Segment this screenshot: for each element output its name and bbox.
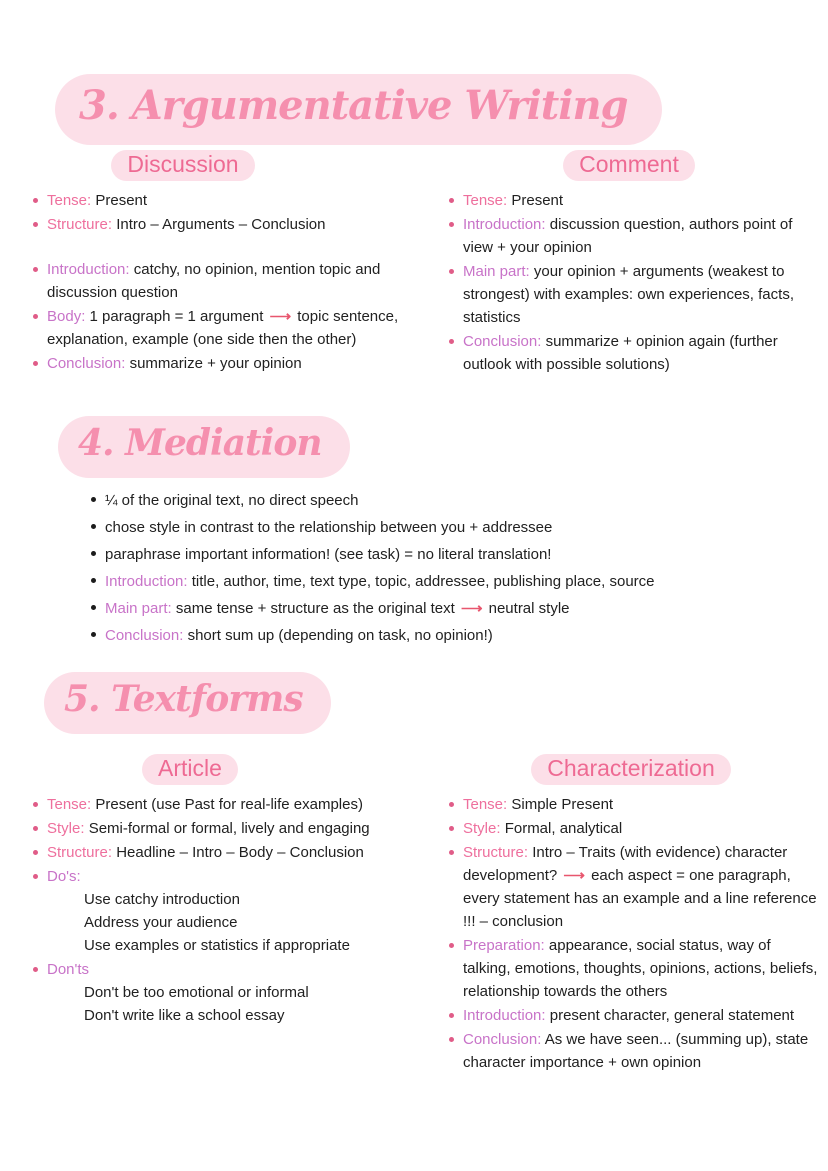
note-text: Conclusion: summarize + opinion again (further outlook with possible solutions) [463, 333, 778, 373]
note-sub-item: Don't write like a school essay [84, 1007, 285, 1024]
comment-heading: Comment [563, 150, 695, 181]
note-text: Main part: same tense + structure as the original text ⟶ neutral style [105, 600, 570, 617]
note-text: Conclusion: short sum up (depending on task, no opinion!) [105, 627, 493, 644]
note-label: Conclusion: [463, 1031, 542, 1048]
note-label: Body: [47, 308, 86, 325]
bullet-icon [91, 578, 96, 583]
note-label: Style: [463, 820, 501, 837]
bullet-icon [449, 269, 454, 274]
note-label: Tense: [47, 192, 92, 209]
note-label: Preparation: [463, 937, 545, 954]
note-text: Tense: Simple Present [463, 796, 614, 813]
section-title-text: 4. Mediation [78, 422, 322, 464]
note-label: Introduction: [105, 573, 188, 590]
bullet-icon [91, 605, 96, 610]
characterization-column [444, 754, 818, 1075]
note-item [444, 189, 814, 212]
note-text: Preparation: appearance, social status, way of talking, emotions, thoughts, opinions, actions, beliefs, relationship towards the others [463, 937, 818, 1000]
textforms-columns [28, 754, 818, 1075]
note-item [86, 488, 788, 514]
bullet-icon [33, 967, 38, 972]
note-item [28, 213, 430, 236]
bullet-icon [91, 632, 96, 637]
note-text: Tense: Present [47, 192, 148, 209]
bullet-icon [33, 826, 38, 831]
bullet-icon [449, 198, 454, 203]
comment-list [444, 189, 814, 376]
bullet-icon [33, 850, 38, 855]
note-item [28, 817, 430, 840]
note-item [28, 189, 430, 212]
note-text [47, 958, 430, 981]
characterization-list [444, 793, 818, 1074]
bullet-icon [449, 850, 454, 855]
note-text: Structure: Headline – Intro – Body – Conclusion [47, 844, 364, 861]
comment-heading-wrap [444, 150, 814, 181]
article-heading-wrap [28, 754, 430, 785]
note-text: Conclusion: As we have seen... (summing up), state character importance + own opinion [463, 1031, 809, 1071]
bullet-icon [33, 222, 38, 227]
note-text: ¼ of the original text, no direct speech [105, 492, 359, 509]
note-label: Structure: [463, 844, 529, 861]
note-text: chose style in contrast to the relationship between you + addressee [105, 519, 553, 536]
section-title-mediation [58, 416, 350, 478]
bullet-icon [33, 198, 38, 203]
note-label: Conclusion: [47, 355, 126, 372]
comment-column [444, 150, 814, 377]
note-label: Do's: [47, 868, 81, 885]
arrow-right-icon: ⟶ [269, 308, 292, 325]
arrow-right-icon: ⟶ [460, 600, 483, 617]
note-label: Style: [47, 820, 85, 837]
note-text: Introduction: present character, general statement [463, 1007, 795, 1024]
note-label: Introduction: [463, 1007, 546, 1024]
discussion-column [28, 150, 430, 377]
article-column [28, 754, 430, 1075]
note-label: Introduction: [463, 216, 546, 233]
note-label: Main part: [463, 263, 530, 280]
bullet-icon [33, 314, 38, 319]
note-text: Style: Formal, analytical [463, 820, 623, 837]
note-label: Introduction: [47, 261, 130, 278]
article-heading: Article [142, 754, 238, 785]
note-label: Structure: [47, 844, 113, 861]
note-item [28, 793, 430, 816]
note-label: Tense: [463, 192, 508, 209]
bullet-icon [449, 826, 454, 831]
mediation-list [86, 488, 788, 650]
bullet-icon [33, 267, 38, 272]
note-item [86, 515, 788, 541]
note-item [28, 865, 430, 957]
note-text: Structure: Intro – Arguments – Conclusion [47, 216, 326, 233]
note-text: Style: Semi-formal or formal, lively and engaging [47, 820, 370, 837]
note-text: Main part: your opinion + arguments (weakest to strongest) with examples: own experiences, facts, statistics [463, 263, 794, 326]
note-item [86, 596, 788, 622]
bullet-icon [33, 874, 38, 879]
note-text: Body: 1 paragraph = 1 argument ⟶ topic sentence, explanation, example (one side then the other) [47, 308, 399, 348]
characterization-heading-wrap [444, 754, 818, 785]
note-text: Tense: Present [463, 192, 564, 209]
bullet-icon [91, 497, 96, 502]
bullet-icon [33, 802, 38, 807]
bullet-icon [449, 1037, 454, 1042]
note-label: Main part: [105, 600, 172, 617]
note-item [444, 213, 814, 259]
note-text: Introduction: discussion question, authors point of view + your opinion [463, 216, 793, 256]
note-item [28, 258, 430, 304]
bullet-icon [91, 524, 96, 529]
bullet-icon [449, 339, 454, 344]
note-label: Tense: [47, 796, 92, 813]
note-label: Conclusion: [463, 333, 542, 350]
discussion-heading-wrap [28, 150, 430, 181]
note-text [47, 865, 430, 888]
note-label: Don'ts [47, 961, 90, 978]
note-item [28, 352, 430, 375]
bullet-icon [33, 361, 38, 366]
argumentative-columns [28, 150, 814, 377]
section-title-text: 5. Textforms [64, 678, 303, 720]
bullet-icon [449, 1013, 454, 1018]
note-text: paraphrase important information! (see task) = no literal translation! [105, 546, 552, 563]
note-text: Structure: Intro – Traits (with evidence) character development? ⟶ each aspect = one paragraph, every statement has an example and a line reference !!! – conclusion [463, 844, 817, 930]
note-text: Tense: Present (use Past for real-life examples) [47, 796, 363, 813]
note-item [444, 817, 818, 840]
note-item [444, 934, 818, 1003]
bullet-icon [449, 943, 454, 948]
note-item [444, 1028, 818, 1074]
note-item [444, 1004, 818, 1027]
note-label: Structure: [47, 216, 113, 233]
bullet-icon [449, 802, 454, 807]
arrow-right-icon: ⟶ [563, 867, 585, 884]
discussion-list [28, 189, 430, 375]
section-title-textforms [44, 672, 331, 734]
note-label: Conclusion: [105, 627, 184, 644]
note-item [28, 841, 430, 864]
note-item [444, 330, 814, 376]
note-sub-item: Use examples or statistics if appropriate [84, 937, 350, 954]
note-text: Conclusion: summarize + your opinion [47, 355, 302, 372]
note-sub-item: Use catchy introduction [84, 891, 240, 908]
article-list [28, 793, 430, 1027]
note-item [86, 542, 788, 568]
note-text: Introduction: title, author, time, text type, topic, addressee, publishing place, source [105, 573, 655, 590]
note-sub-item: Address your audience [84, 914, 238, 931]
note-item [444, 841, 818, 933]
note-item [28, 305, 430, 351]
bullet-icon [449, 222, 454, 227]
discussion-heading: Discussion [111, 150, 254, 181]
bullet-icon [91, 551, 96, 556]
note-item [444, 260, 814, 329]
note-text: Introduction: catchy, no opinion, mention topic and discussion question [47, 261, 381, 301]
characterization-heading: Characterization [531, 754, 730, 785]
note-sub-item: Don't be too emotional or informal [84, 984, 309, 1001]
note-item [28, 958, 430, 1027]
section-title-text: 3. Argumentative Writing [79, 82, 628, 129]
note-label: Tense: [463, 796, 508, 813]
note-item [444, 793, 818, 816]
note-item [86, 569, 788, 595]
section-title-argumentative-writing [55, 74, 662, 145]
note-item [86, 623, 788, 649]
